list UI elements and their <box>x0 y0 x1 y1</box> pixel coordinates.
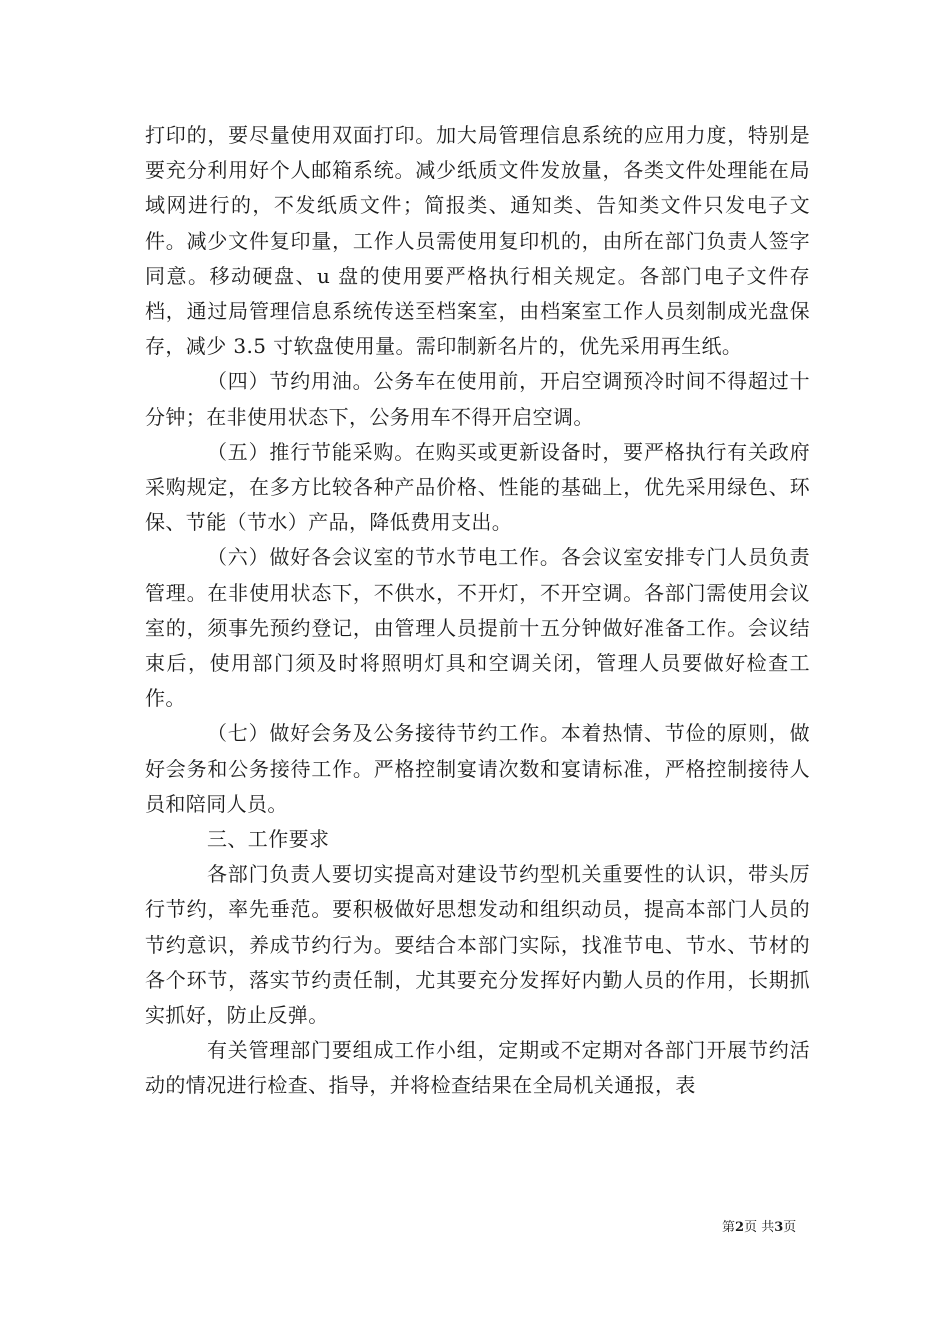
footer-middle: 页 共 <box>744 1220 775 1235</box>
footer-total-pages: 3 <box>774 1220 784 1235</box>
paragraph-energy-procurement: （五）推行节能采购。在购买或更新设备时，要严格执行有关政府采购规定，在多方比较各种产品价格、性能的基础上，优先采用绿色、环保、节能（节水）产品，降低费用支出。 <box>145 439 810 535</box>
paragraph-meeting-room: （六）做好各会议室的节水节电工作。各会议室安排专门人员负责管理。在非使用状态下，不供水，不开灯，不开空调。各部门需使用会议室的，须事先预约登记，由管理人员提前十五分钟做好准备工作。会议结束后，使用部门须及时将照明灯具和空调关闭，管理人员要做好检查工作。 <box>145 545 810 711</box>
page-number-footer <box>722 1219 796 1237</box>
paragraph-inspection: 有关管理部门要组成工作小组，定期或不定期对各部门开展节约活动的情况进行检查、指导，并将检查结果在全局机关通报，表 <box>145 1038 810 1098</box>
document-body <box>145 118 810 1104</box>
paragraph-fuel-saving: （四）节约用油。公务车在使用前，开启空调预冷时间不得超过十分钟；在非使用状态下，公务用车不得开启空调。 <box>145 369 810 429</box>
paragraph-department-heads: 各部门负责人要切实提高对建设节约型机关重要性的认识，带头厉行节约，率先垂范。要积极做好思想发动和组织动员，提高本部门人员的节约意识，养成节约行为。要结合本部门实际，找准节电、节水、节材的各个环节，落实节约责任制，尤其要充分发挥好内勤人员的作用，长期抓实抓好，防止反弹。 <box>145 862 810 1028</box>
footer-current-page: 2 <box>735 1220 745 1235</box>
paragraph-reception: （七）做好会务及公务接待节约工作。本着热情、节俭的原则，做好会务和公务接待工作。严格控制宴请次数和宴请标准，严格控制接待人员和陪同人员。 <box>145 721 810 816</box>
footer-suffix: 页 <box>783 1220 797 1235</box>
footer-prefix: 第 <box>722 1220 736 1235</box>
paragraph-continuation: 打印的，要尽量使用双面打印。加大局管理信息系统的应用力度，特别是要充分利用好个人邮箱系统。减少纸质文件发放量，各类文件处理能在局域网进行的，不发纸质文件；简报类、通知类、告知类文件只发电子文件。减少文件复印量，工作人员需使用复印机的，由所在部门负责人签字同意。移动硬盘、u 盘的使用要严格执行相关规定。各部门电子文件存档，通过局管理信息系统传送至档案室，由档案室工作人员刻制成光盘保存，减少 3.5 寸软盘使用量。需印制新名片的，优先采用再生纸。 <box>145 123 810 359</box>
section-heading-requirements: 三、工作要求 <box>207 827 330 852</box>
